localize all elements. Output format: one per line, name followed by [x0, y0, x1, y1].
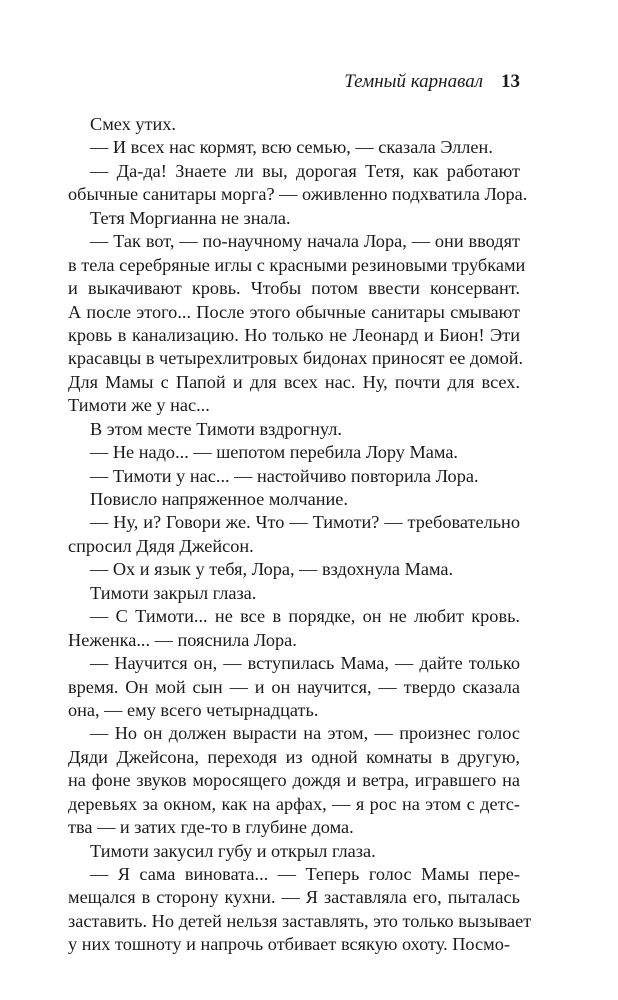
- text-line: А после этого... После этого обычные санитары смывают: [68, 301, 520, 322]
- text-line: — И всех нас кормят, всю семью, — сказала Эллен.: [90, 137, 493, 158]
- paragraph: [68, 136, 520, 159]
- text-line: Тимоти закрыл глаза.: [90, 582, 257, 603]
- paragraph: [68, 840, 520, 863]
- text-line: — Научится он, — вступилась Мама, — дайте только: [90, 653, 520, 674]
- running-title: Темный карнавал: [344, 71, 483, 92]
- text-line: на фоне звуков моросящего дождя и ветра, игравшего на: [68, 770, 520, 791]
- text-line: деревьях за окном, как на арфах, — я рос на этом с детс-: [68, 793, 520, 814]
- running-head: [344, 71, 520, 95]
- page-number: 13: [501, 71, 520, 92]
- text-line: — Тимоти у нас... — настойчиво повторила Лора.: [90, 465, 479, 486]
- text-line: обычные санитары морга? — оживленно подхватила Лора.: [68, 184, 528, 205]
- paragraph: [68, 207, 520, 230]
- text-line: в тела серебряные иглы с красными резиновыми трубками: [68, 254, 526, 275]
- text-line: тва — и затих где-то в глубине дома.: [68, 817, 354, 838]
- text-line: время. Он мой сын — и он научится, — твердо сказала: [68, 676, 520, 697]
- paragraph: [68, 722, 520, 839]
- text-line: и выкачивают кровь. Чтобы потом ввести консервант.: [68, 278, 520, 299]
- text-line: — Да-да! Знаете ли вы, дорогая Тетя, как работают: [90, 160, 520, 181]
- paragraph: [68, 605, 520, 652]
- text-line: — Ну, и? Говори же. Что — Тимоти? — требовательно: [90, 512, 520, 533]
- text-line: — С Тимоти... не все в порядке, он не любит кровь.: [90, 606, 520, 627]
- paragraph: [68, 582, 520, 605]
- text-line: Дяди Джейсона, переходя из одной комнаты в другую,: [68, 746, 520, 767]
- text-line: спросил Дядя Джейсон.: [68, 535, 254, 556]
- text-line: Неженка... — пояснила Лора.: [68, 629, 297, 650]
- paragraph: [68, 652, 520, 722]
- text-line: — Я сама виновата... — Теперь голос Мамы пере-: [90, 864, 520, 884]
- paragraph: [68, 230, 526, 418]
- paragraph: [68, 558, 520, 581]
- paragraph: [68, 418, 520, 441]
- paragraph: [68, 863, 532, 957]
- text-line: — Ох и язык у тебя, Лора, — вздохнула Мама.: [90, 559, 454, 580]
- text-line: кровь в канализацию. Но только не Леонард и Бион! Эти: [68, 324, 520, 345]
- paragraph: [68, 160, 528, 207]
- paragraph: [68, 511, 520, 558]
- paragraph: [68, 488, 520, 511]
- text-line: В этом месте Тимоти вздрогнул.: [90, 418, 342, 439]
- text-line: — Но он должен вырасти на этом, — произнес голос: [90, 723, 520, 744]
- text-line: мещался в сторону кухни. — Я заставляла его, пыталась: [68, 887, 520, 908]
- text-line: Тимоти закусил губу и открыл глаза.: [90, 840, 376, 861]
- text-line: Повисло напряженное молчание.: [90, 489, 348, 509]
- text-line: Тетя Моргианна не знала.: [90, 207, 291, 228]
- text-line: у них тошноту и напрочь отбивает всякую охоту. Посмо-: [68, 934, 510, 955]
- text-line: — Не надо... — шепотом перебила Лору Мама.: [90, 442, 458, 463]
- paragraph: [68, 441, 520, 464]
- text-line: Тимоти же у нас...: [68, 395, 210, 416]
- body-text: [68, 113, 532, 957]
- paragraph: [68, 113, 520, 136]
- text-line: заставить. Но детей нельзя заставлять, это только вызывает: [68, 910, 532, 931]
- text-line: — Так вот, — по-научному начала Лора, — они вводят: [90, 231, 520, 252]
- paragraph: [68, 465, 520, 488]
- text-line: она, — ему всего четырнадцать.: [68, 699, 319, 720]
- text-line: Для Мамы с Папой и для всех нас. Ну, почти для всех.: [68, 371, 520, 392]
- text-line: Смех утих.: [90, 114, 176, 134]
- text-line: красавцы в четырехлитровых бидонах приносят ее домой.: [68, 348, 524, 369]
